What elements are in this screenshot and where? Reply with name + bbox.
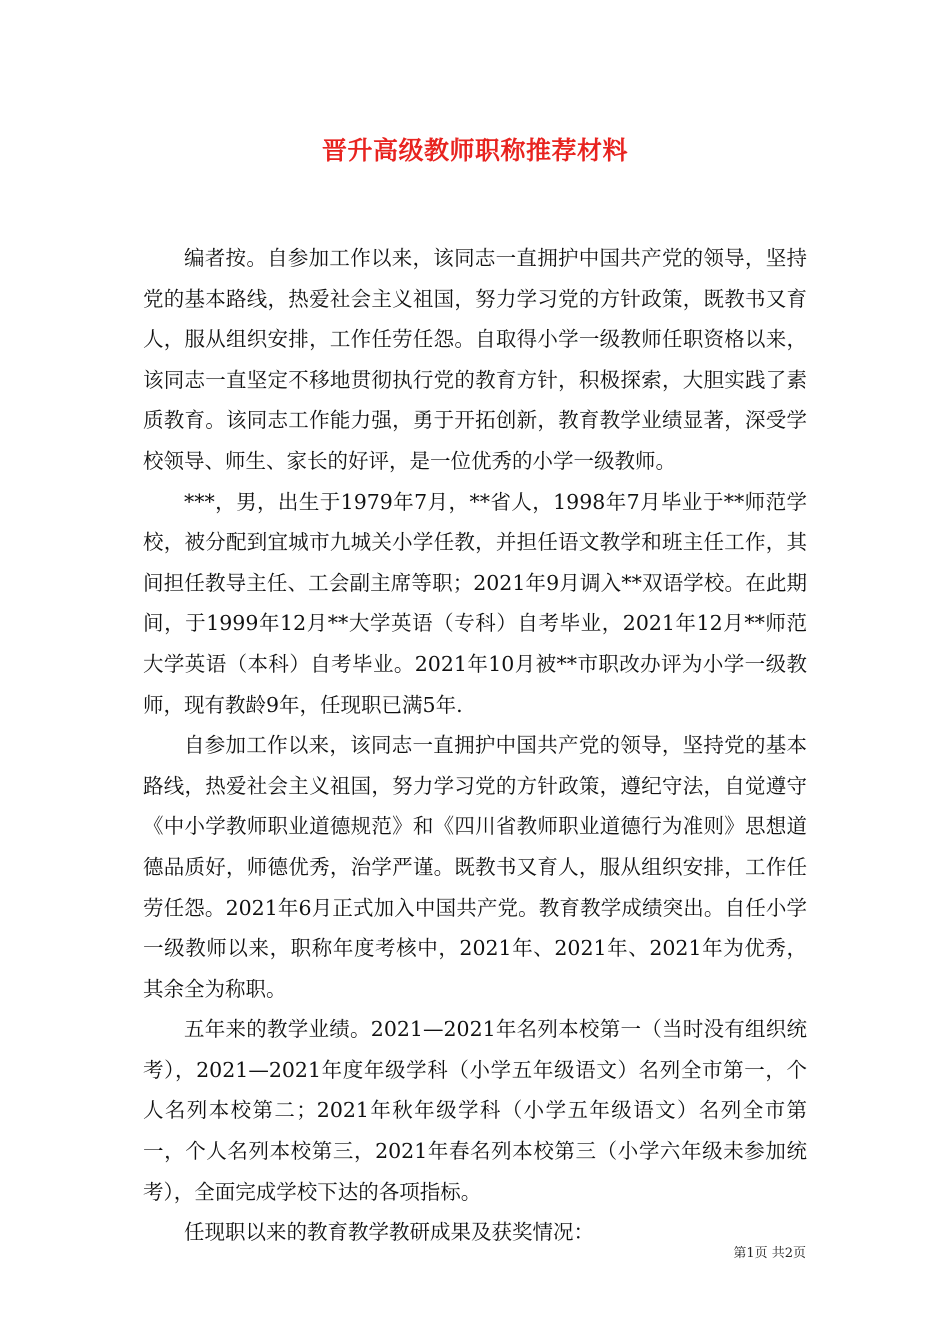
page-number: 第1页 共2页 (733, 1246, 806, 1261)
paragraph-achievements-heading: 任现职以来的教育教学教研成果及获奖情况： (184, 1220, 594, 1245)
paragraph-teaching-results: 五年来的教学业绩。2021—2021年名列本校第一（当时没有组织统考），2021—2021年度年级学科（小学五年级语文）名列全市第一，个人名列本校第二；2021年秋年级学科（小学五年级语文）名列全市第一，个人名列本校第三，2021年春名列本校第三（小学六年级未参加统考），全面完成学校下达的各项指标。 (143, 1017, 807, 1204)
paragraph-personal-info: ***，男，出生于1979年7月，**省人，1998年7月毕业于**师范学校，被分配到宜城市九城关小学任教，并担任语文教学和班主任工作，其间担任教导主任、工会副主席等职；2021年9月调入**双语学校。在此期间，于1999年12月**大学英语（专科）自考毕业，2021年12月**师范大学英语（本科）自考毕业。2021年10月被**市职改办评为小学一级教师，现有教龄9年，任现职已满5年. (143, 489, 807, 717)
document-body (143, 238, 807, 1253)
document-title: 晋升高级教师职称推荐材料 (321, 136, 628, 165)
paragraph-editor-note: 编者按。自参加工作以来，该同志一直拥护中国共产党的领导，坚持党的基本路线，热爱社会主义祖国，努力学习党的方针政策，既教书又育人，服从组织安排，工作任劳任怨。自取得小学一级教师任职资格以来，该同志一直坚定不移地贯彻执行党的教育方针，积极探索，大胆实践了素质教育。该同志工作能力强，勇于开拓创新，教育教学业绩显著，深受学校领导、师生、家长的好评，是一位优秀的小学一级教师。 (143, 246, 807, 473)
paragraph-political-conduct: 自参加工作以来，该同志一直拥护中国共产党的领导，坚持党的基本路线，热爱社会主义祖国，努力学习党的方针政策，遵纪守法，自觉遵守《中小学教师职业道德规范》和《四川省教师职业道德行为准则》思想道德品质好，师德优秀，治学严谨。既教书又育人，服从组织安排，工作任劳任怨。2021年6月正式加入中国共产党。教育教学成绩突出。自任小学一级教师以来，职称年度考核中，2021年、2021年、2021年为优秀，其余全为称职。 (143, 733, 807, 1001)
